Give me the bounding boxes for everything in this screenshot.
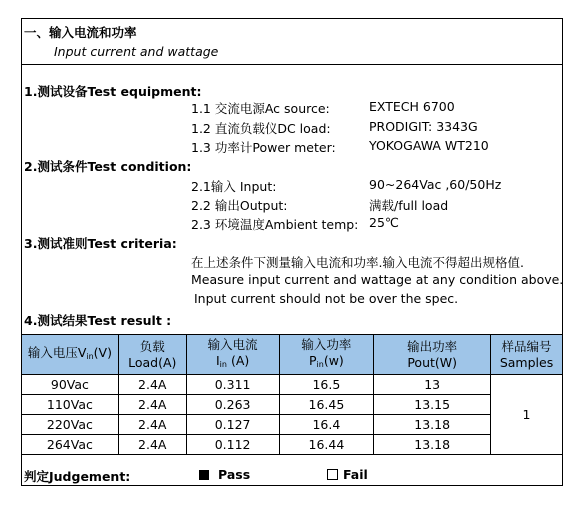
criteria-line-3: Input current should not be over the spec. (194, 291, 459, 306)
condition-value-1: 90~264Vac ,60/50Hz (369, 177, 502, 192)
cell-voltage: 90Vac (22, 375, 119, 395)
divider (22, 64, 562, 65)
cell-load: 2.4A (118, 415, 186, 435)
cell-voltage: 264Vac (22, 435, 119, 455)
condition-label-1: 2.1输入 Input: (191, 179, 277, 194)
table-header-row (22, 335, 563, 375)
pass-checkbox-icon[interactable] (199, 470, 209, 480)
report-frame (21, 18, 563, 486)
cell-voltage: 220Vac (22, 415, 119, 435)
equipment-value-2: PRODIGIT: 3343G (369, 119, 478, 134)
criteria-line-2: Measure input current and wattage at any condition above. (191, 272, 564, 287)
cell-power-in: 16.44 (279, 435, 374, 455)
cell-power-in: 16.4 (279, 415, 374, 435)
fail-label: Fail (343, 467, 368, 482)
condition-value-3: 25℃ (369, 215, 399, 230)
condition-label-2: 2.2 输出Output: (191, 198, 288, 213)
cell-current: 0.311 (186, 375, 279, 395)
col-header-load: 负载 Load(A) (118, 335, 186, 375)
table-row (22, 375, 563, 395)
cell-load: 2.4A (118, 375, 186, 395)
col-header-samples: 样品编号 Samples (491, 335, 563, 375)
pass-option[interactable] (199, 467, 250, 482)
equipment-value-1: EXTECH 6700 (369, 99, 455, 114)
section-title: 一、输入电流和功率 (24, 25, 137, 40)
judgement-label: 判定Judgement: (24, 469, 131, 484)
cell-load: 2.4A (118, 435, 186, 455)
cell-load: 2.4A (118, 395, 186, 415)
equipment-label-3: 1.3 功率计Power meter: (191, 140, 336, 155)
criteria-heading: 3.测试准则Test criteria: (24, 236, 177, 251)
col-header-input-current: 输入电流 $I_{in}$ (A) (186, 335, 279, 375)
criteria-line-1: 在上述条件下测量输入电流和功率.输入电流不得超出规格值. (191, 255, 524, 270)
result-heading: 4.测试结果Test result : (24, 313, 172, 328)
section-subtitle: Input current and wattage (54, 44, 219, 59)
equipment-value-3: YOKOGAWA WT210 (369, 138, 489, 153)
col-header-output-power: 输出功率 Pout(W) (374, 335, 491, 375)
equipment-label-2: 1.2 直流负载仪DC load: (191, 121, 331, 136)
equipment-label-1: 1.1 交流电源Ac source: (191, 101, 330, 116)
equipment-heading: 1.测试设备Test equipment: (24, 84, 202, 99)
condition-value-2: 满载/full load (369, 198, 449, 213)
cell-current: 0.112 (186, 435, 279, 455)
pass-label: Pass (218, 467, 251, 482)
cell-voltage: 110Vac (22, 395, 119, 415)
cell-power-out: 13.15 (374, 395, 491, 415)
table-row (22, 395, 563, 415)
cell-samples: 1 (491, 375, 563, 455)
col-header-voltage: 输入电压$V_{in}(V)$ (22, 335, 119, 375)
fail-checkbox-icon[interactable] (327, 469, 338, 480)
cell-current: 0.127 (186, 415, 279, 435)
fail-option[interactable] (327, 467, 368, 482)
condition-label-3: 2.3 环境温度Ambient temp: (191, 217, 359, 232)
cell-current: 0.263 (186, 395, 279, 415)
col-header-input-power: 输入功率 $P_{in}(w)$ (279, 335, 374, 375)
cell-power-in: 16.45 (279, 395, 374, 415)
condition-heading: 2.测试条件Test condition: (24, 159, 192, 174)
result-table (21, 334, 563, 455)
cell-power-out: 13 (374, 375, 491, 395)
cell-power-out: 13.18 (374, 435, 491, 455)
table-row (22, 435, 563, 455)
cell-power-out: 13.18 (374, 415, 491, 435)
cell-power-in: 16.5 (279, 375, 374, 395)
table-row (22, 415, 563, 435)
